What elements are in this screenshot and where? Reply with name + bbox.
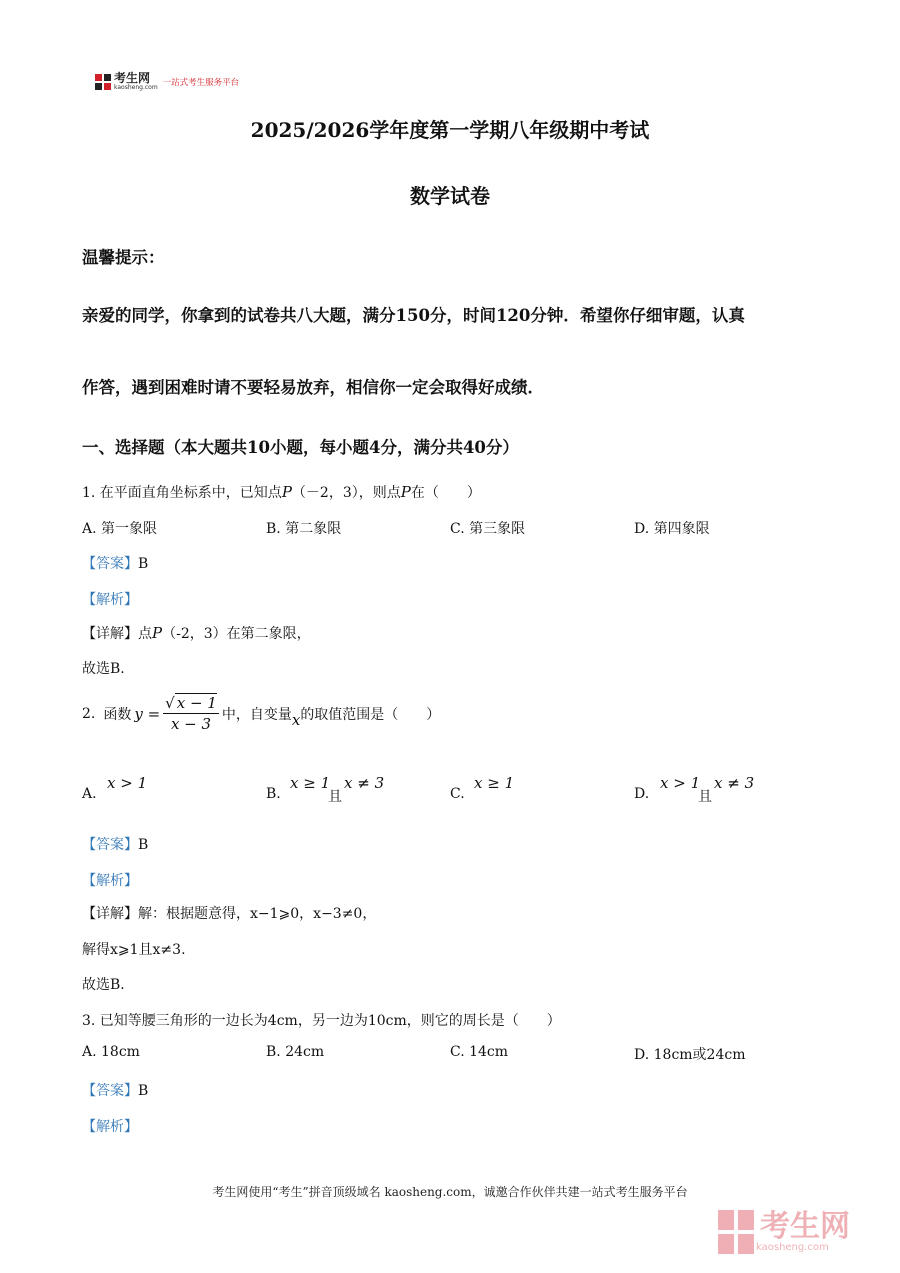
q1-stem-a: 1. 在平面直角坐标系中，已知点 (82, 485, 282, 501)
q2-option-d-and: 且 (698, 789, 712, 805)
q1-detail-var-p: P (152, 624, 163, 642)
q2-detail (82, 903, 376, 923)
q2-option-c-label: C. (450, 786, 465, 802)
logo-domain: kaosheng.com (114, 84, 158, 91)
q2-function-fraction (163, 694, 219, 733)
q1-detail (82, 623, 311, 643)
q1-stem-b: （－2，3），则点 (291, 485, 401, 501)
q1-conclusion: 故选B. (82, 661, 125, 677)
q2-stem-pre: 函数 (103, 706, 132, 723)
q3-option-d: D. 18cm或24cm (634, 1047, 746, 1063)
q2-number: 2. (82, 705, 96, 722)
tips-heading: 温馨提示： (82, 248, 165, 267)
q1-answer (82, 553, 148, 573)
q3-option-c: C. 14cm (450, 1044, 509, 1060)
q2-conclusion: 故选B. (82, 977, 125, 993)
q1-stem-c: 在（ ） (410, 485, 481, 501)
detail-label: 【详解】 (82, 626, 138, 642)
q3-answer (82, 1080, 148, 1100)
watermark-text: 考生网 (760, 1208, 850, 1244)
q2-func-lhs: y = (134, 704, 161, 723)
q2-option-a-label: A. (82, 786, 97, 802)
watermark-logo-icon (718, 1210, 756, 1254)
section1-heading: 一、选择题（本大题共10小题，每小题4分，满分共40分） (82, 438, 519, 457)
q1-answer-value: B (138, 556, 149, 572)
q2-answer-value: B (138, 837, 149, 853)
q2-option-b-math1: x ≥ 1 (290, 774, 331, 792)
q2-option-b-label: B. (266, 786, 281, 802)
q1-analysis-label: 【解析】 (82, 592, 138, 608)
q2-analysis-label: 【解析】 (82, 873, 138, 889)
answer-label: 【答案】 (82, 1083, 138, 1099)
q2-var-x: x (291, 710, 301, 729)
q1-var-p: P (281, 483, 292, 501)
detail-label: 【详解】 (82, 906, 138, 922)
q1-detail-a: 点 (138, 626, 152, 642)
q2-option-b-math2: x ≠ 3 (344, 774, 385, 792)
q2-answer (82, 834, 148, 854)
watermark-domain: kaosheng.com (756, 1241, 829, 1253)
q3-option-a: A. 18cm (82, 1044, 140, 1060)
q3-analysis-label: 【解析】 (82, 1119, 138, 1135)
q3-stem: 3. 已知等腰三角形的一边长为4cm，另一边为10cm，则它的周长是（ ） (82, 1013, 561, 1029)
q2-option-d-math2: x ≠ 3 (714, 774, 755, 792)
q1-option-c: C. 第三象限 (450, 521, 526, 537)
answer-label: 【答案】 (82, 556, 138, 572)
kaosheng-logo-icon (95, 74, 111, 90)
watermark (718, 1210, 850, 1254)
q2-stem-post: 的取值范围是（ ） (300, 706, 441, 723)
header-slogan: 一站式考生服务平台 (162, 77, 240, 88)
q3-option-b: B. 24cm (266, 1044, 325, 1060)
header-logo (95, 72, 239, 91)
q1-stem (82, 482, 481, 502)
q2-stem-mid: 中，自变量 (221, 706, 292, 723)
q2-func-den: x − 3 (170, 715, 212, 733)
q2-option-d-math1: x > 1 (660, 774, 701, 792)
footer-text: 考生网使用“考生”拼音顶级域名 kaosheng.com，诚邀合作伙伴共建一站式考生服务平台 (212, 1185, 688, 1199)
q2-option-c-math: x ≥ 1 (474, 774, 515, 792)
q2-stem (82, 694, 440, 733)
q2-detail-text: 解：根据题意得，x−1⩾0，x−3≠0， (138, 906, 377, 922)
answer-label: 【答案】 (82, 837, 138, 853)
q1-var-p-2: P (400, 483, 411, 501)
tips-line1: 亲爱的同学，你拿到的试卷共八大题，满分150分，时间120分钟．希望你仔细审题，认真 (82, 306, 745, 325)
tips-line2: 作答，遇到困难时请不要轻易放弃，相信你一定会取得好成绩． (82, 378, 544, 397)
q2-func-num: x − 1 (176, 694, 217, 712)
q2-option-d-label: D. (634, 786, 650, 802)
q2-option-b-and: 且 (328, 789, 342, 805)
q2-fraction-numerator: √ x − 1 (165, 694, 217, 712)
exam-title: 2025/2026学年度第一学期八年级期中考试 (250, 118, 650, 142)
exam-subtitle: 数学试卷 (410, 184, 490, 208)
q2-solve: 解得x⩾1且x≠3. (82, 942, 186, 958)
logo-text: 考生网 (114, 71, 151, 85)
q1-detail-b: （-2，3）在第二象限， (162, 626, 311, 642)
q1-option-b: B. 第二象限 (266, 521, 342, 537)
q2-option-a-math: x > 1 (107, 774, 148, 792)
q3-answer-value: B (138, 1083, 149, 1099)
q1-option-a: A. 第一象限 (82, 521, 158, 537)
q1-option-d: D. 第四象限 (634, 521, 710, 537)
